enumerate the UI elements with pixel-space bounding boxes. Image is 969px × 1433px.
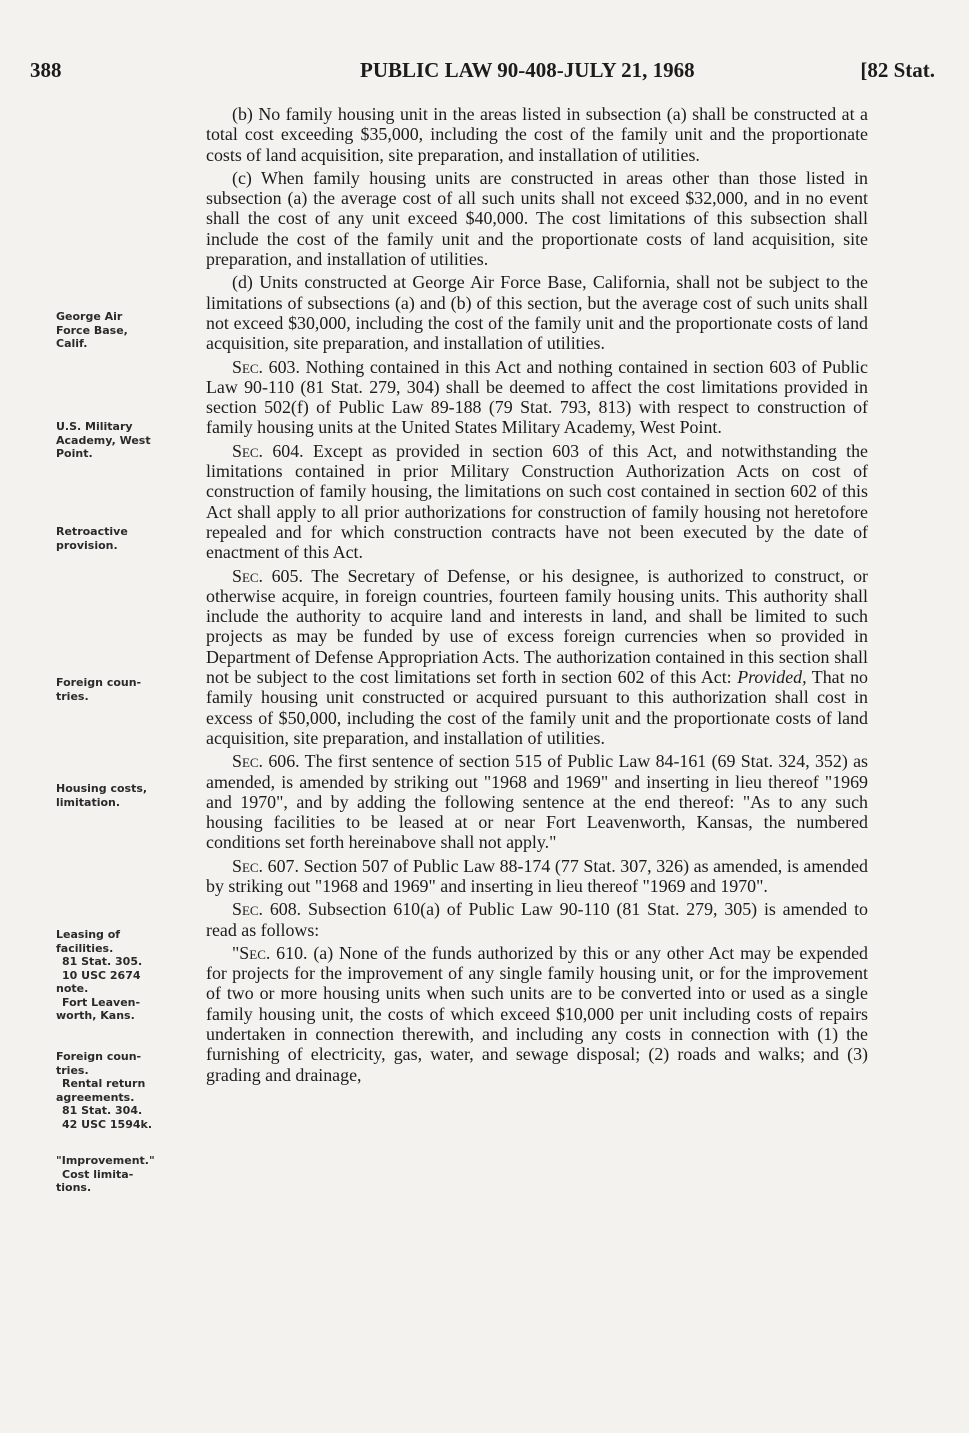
note-line: provision. <box>56 538 118 552</box>
page-number: 388 <box>30 58 62 82</box>
section-607 <box>206 856 868 897</box>
section-text: The first sentence of section 515 of Public Law 84-161 (69 Stat. 324, 352) as amended, is amended by striking out "1968 and 1969" and inserting in lieu thereof "1969 and 1970", and by adding the following sentence at the end thereof: "As to any such housing facilities to be leased at or near Fort Leavenworth, Kansas, the numbered conditions set forth hereinabove shall not apply." <box>206 751 868 853</box>
section-text: The Secretary of Defense, or his designee, is authorized to construct, or otherwise acquire, in foreign countries, fourteen family housing units. This authority shall include the authority to acquire land and interests in land, and shall be limited to such projects as may be funded by use of excess foreign currencies when so provided in Department of Defense Appropriation Acts. The authorization contained in this section shall not be subject to the cost limitations set forth in section 602 of this Act: <box>206 565 868 688</box>
note-line: 10 USC 2674 <box>62 968 141 982</box>
paragraph-subsection-d: (d) Units constructed at George Air Force Base, California, shall not be subject to the limitations of subsections (a) and (b) of this section, but the average cost of such units shall not exceed $30,000, including the cost of the family unit and the proportionate costs of land acquisition, site preparation, and installation of utilities. <box>206 272 868 354</box>
note-line: 81 Stat. 304. <box>62 1104 143 1117</box>
section-608 <box>206 899 868 940</box>
section-604 <box>206 441 868 563</box>
section-label: Sec. 608. <box>232 899 302 920</box>
note-line: Housing costs, <box>56 782 148 795</box>
running-title: PUBLIC LAW 90-408-JULY 21, 1968 <box>360 58 695 82</box>
section-text: Except as provided in section 603 of this Act, and notwithstanding the limitations contained in prior Military Construction Authorization Acts on cost of construction of family housing, the limitations on such cost contained in section 602 of this Act shall apply to all prior authorizations for construction of family housing not heretofore repealed and for which construction contracts have not been executed by the date of enactment of this Act. <box>206 440 868 563</box>
provided-clause: Provided, <box>737 667 807 688</box>
section-603 <box>206 357 868 438</box>
section-label: Sec. 604. <box>232 440 304 461</box>
note-line: Foreign coun- <box>56 676 142 689</box>
note-line: worth, Kans. <box>56 1009 135 1022</box>
margin-note-military-academy <box>56 420 191 461</box>
note-line: note. <box>56 982 89 995</box>
margin-note-rental-return <box>56 1050 191 1131</box>
note-line: Force Base, <box>56 323 128 337</box>
note-line: limitation. <box>56 795 121 809</box>
margin-note-housing-costs <box>56 782 191 809</box>
margin-note-improvement <box>56 1154 191 1195</box>
note-line: Point. <box>56 447 93 460</box>
note-line: agreements. <box>56 1090 135 1104</box>
note-line: George Air <box>56 310 123 323</box>
note-line: facilities. <box>56 941 114 955</box>
page-header <box>30 58 935 88</box>
note-line: Foreign coun- <box>56 1050 142 1063</box>
note-line: "Improvement." <box>56 1154 155 1167</box>
note-line: Retroactive <box>56 525 128 538</box>
note-line: U.S. Military <box>56 420 133 433</box>
section-605 <box>206 566 868 749</box>
margin-note-leasing <box>56 928 191 1023</box>
note-line: Rental return <box>62 1077 146 1090</box>
statute-reference: [82 Stat. <box>860 58 935 82</box>
paragraph-subsection-b: (b) No family housing unit in the areas listed in subsection (a) shall be constructed at a total cost exceeding $35,000, including the cost of the family unit and the proportionate costs of land acquisition, site preparation, and installation of utilities. <box>206 104 868 165</box>
note-line: Cost limita- <box>62 1167 134 1181</box>
note-line: Fort Leaven- <box>62 995 141 1009</box>
section-label: Sec. 606. <box>232 751 300 772</box>
margin-note-george-air-force-base <box>56 310 191 351</box>
section-text: Subsection 610(a) of Public Law 90-110 (81 Stat. 279, 305) is amended to read as follows: <box>206 899 868 940</box>
note-line: Academy, West <box>56 433 151 447</box>
margin-note-retroactive <box>56 525 191 552</box>
note-line: 81 Stat. 305. <box>62 955 143 968</box>
section-label: Sec. 607. <box>232 855 299 876</box>
section-text: Section 507 of Public Law 88-174 (77 Stat. 307, 326) as amended, is amended by striking out "1968 and 1969" and inserting in lieu thereof "1969 and 1970". <box>206 855 868 896</box>
note-line: tions. <box>56 1181 92 1194</box>
section-606 <box>206 751 868 852</box>
section-label: "Sec. 610. <box>232 942 308 963</box>
note-line: 42 USC 1594k. <box>62 1117 153 1131</box>
note-line: tries. <box>56 1063 89 1077</box>
section-text: That no family housing unit constructed or acquired pursuant to this authorization shall cost in excess of $50,000, including the cost of the family unit and the proportionate costs of land acquisition, site preparation, and installation of utilities. <box>206 667 869 748</box>
note-line: Calif. <box>56 337 88 350</box>
section-label: Sec. 605. <box>232 565 303 586</box>
note-line: Leasing of <box>56 928 121 941</box>
section-text: (a) None of the funds authorized by this or any other Act may be expended for projects for the improvement of any single family housing unit, or for the improvement of two or more housing units when such units are to be converted into or used as a single family housing unit, the costs of which exceed $10,000 per unit including costs of repairs undertaken in connection therewith, and including any costs in connection with (1) the furnishing of electricity, gas, water, and sewage disposal; (2) roads and walks; and (3) grading and drainage, <box>206 942 868 1085</box>
section-label: Sec. 603. <box>232 356 300 377</box>
note-line: tries. <box>56 689 89 703</box>
paragraph-subsection-c: (c) When family housing units are constructed in areas other than those listed in subsection (a) the average cost of all such units shall not exceed $32,000, and in no event shall the cost of any unit exceed $40,000. The cost limitations of this subsection shall include the cost of the family unit and the proportionate costs of land acquisition, site preparation, and installation of utilities. <box>206 167 868 270</box>
section-text: Nothing contained in this Act and nothing contained in section 603 of Public Law 90-110 (81 Stat. 279, 304) shall be deemed to affect the cost limitations provided in section 502(f) of Public Law 89-188 (79 Stat. 793, 813) with respect to construction of family housing units at the United States Military Academy, West Point. <box>206 356 868 438</box>
body-text <box>206 104 868 1088</box>
section-610 <box>206 943 868 1085</box>
margin-note-foreign-countries <box>56 676 191 703</box>
